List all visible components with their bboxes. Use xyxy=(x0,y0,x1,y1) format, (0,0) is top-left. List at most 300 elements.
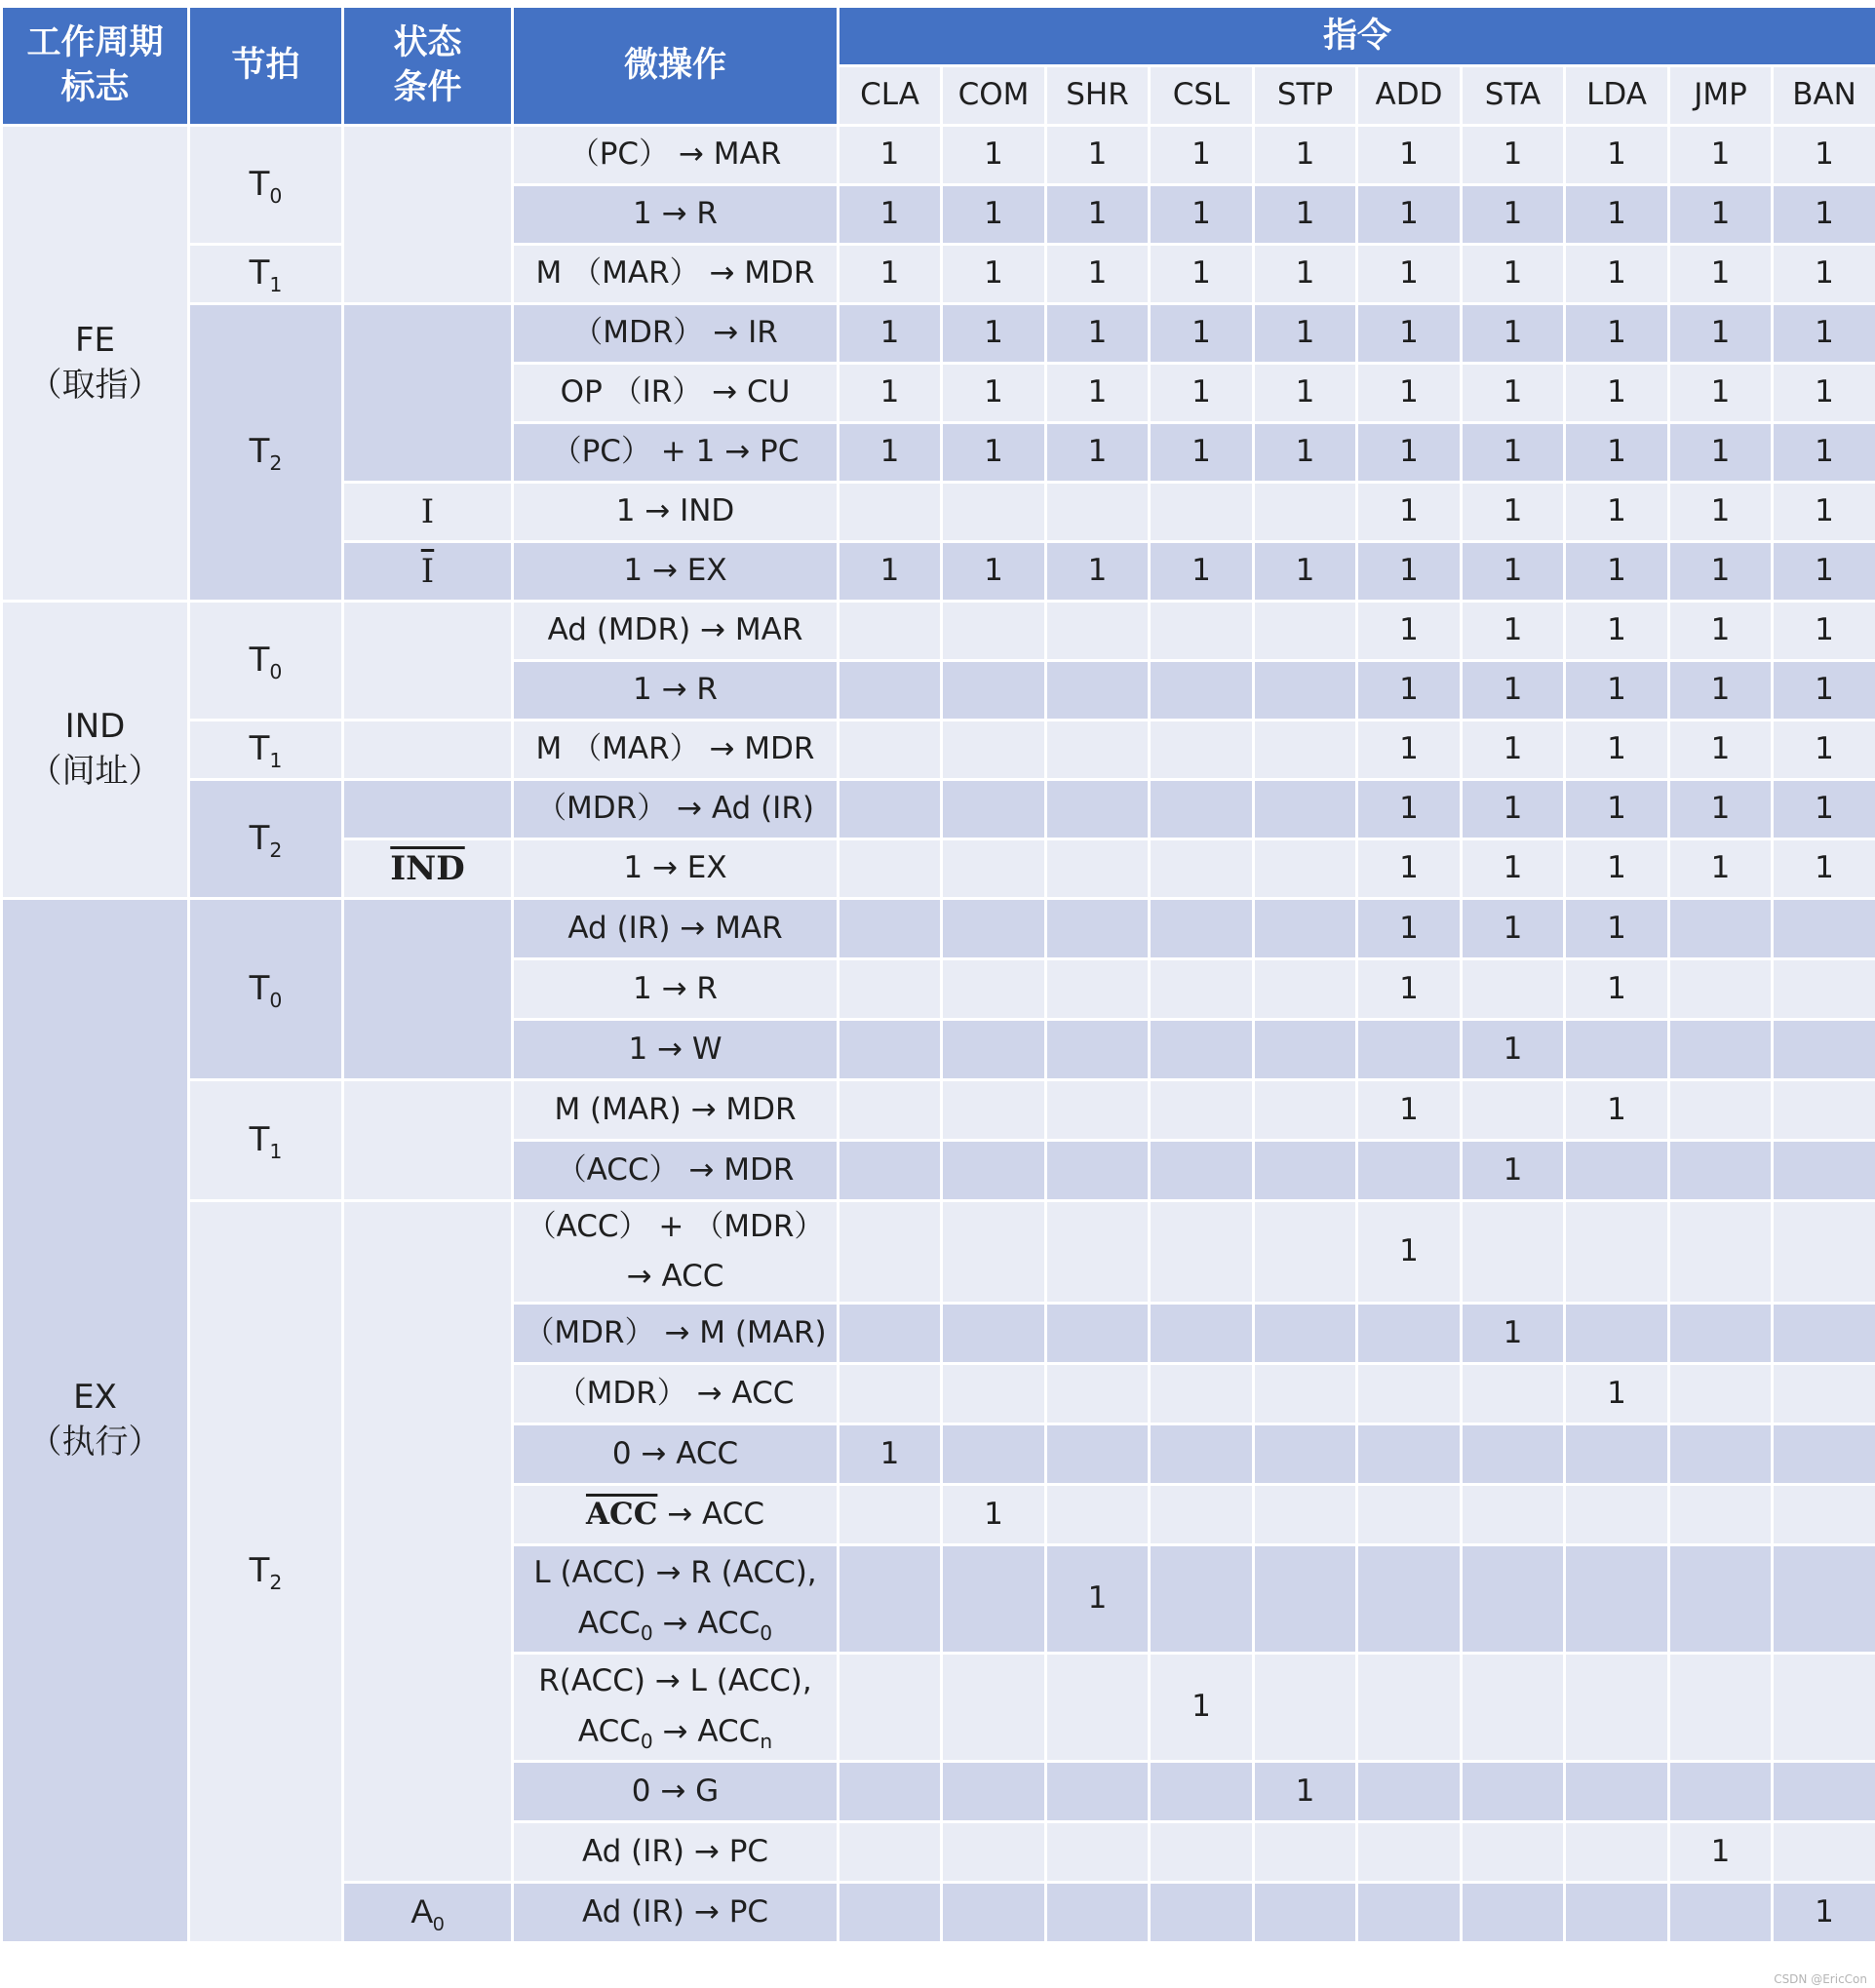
control-value-stp xyxy=(1255,840,1355,897)
control-value-sta xyxy=(1463,1365,1563,1423)
condition-cell: $\overline{IND}$ xyxy=(344,840,511,897)
control-value-com xyxy=(943,1763,1044,1820)
control-value-com xyxy=(943,1365,1044,1423)
control-value-shr xyxy=(1047,960,1148,1018)
control-value-sta xyxy=(1463,1081,1563,1139)
control-value-jmp xyxy=(1670,1763,1771,1820)
control-value-ban xyxy=(1774,1021,1875,1078)
condition-cell: I xyxy=(344,484,511,540)
control-value-com xyxy=(943,721,1044,778)
condition-cell: $A_0$ xyxy=(344,1884,511,1941)
beat-cell: $T_2$ xyxy=(190,781,341,897)
control-value-add: 1 xyxy=(1358,484,1460,540)
control-value-sta: 1 xyxy=(1463,721,1563,778)
control-value-jmp: 1 xyxy=(1670,781,1771,838)
control-value-cla xyxy=(840,1142,940,1199)
control-value-csl: 1 xyxy=(1151,305,1252,362)
control-value-csl xyxy=(1151,1202,1252,1302)
control-value-stp xyxy=(1255,1365,1355,1423)
control-value-shr xyxy=(1047,662,1148,719)
control-value-cla xyxy=(840,662,940,719)
control-value-com xyxy=(943,1823,1044,1881)
beat-cell: $T_1$ xyxy=(190,721,341,778)
control-value-cla: 1 xyxy=(840,127,940,183)
control-value-stp xyxy=(1255,1655,1355,1760)
control-value-shr: 1 xyxy=(1047,1546,1148,1652)
control-value-add xyxy=(1358,1546,1460,1652)
control-value-lda: 1 xyxy=(1566,1365,1667,1423)
control-value-lda: 1 xyxy=(1566,305,1667,362)
control-value-stp: 1 xyxy=(1255,305,1355,362)
beat-cell: $T_0$ xyxy=(190,127,341,243)
control-value-stp: 1 xyxy=(1255,186,1355,243)
control-value-sta: 1 xyxy=(1463,840,1563,897)
control-value-stp xyxy=(1255,900,1355,957)
control-value-com xyxy=(943,662,1044,719)
control-value-stp xyxy=(1255,960,1355,1018)
control-value-csl xyxy=(1151,840,1252,897)
control-value-ban xyxy=(1774,1823,1875,1881)
control-value-com xyxy=(943,1202,1044,1302)
control-value-cla xyxy=(840,1202,940,1302)
beat-cell: $T_2$ xyxy=(190,1202,341,1941)
control-value-cla xyxy=(840,900,940,957)
cycle-flag-cell: FE （取指） xyxy=(3,127,187,600)
beat-cell: $T_0$ xyxy=(190,603,341,719)
table-row xyxy=(3,1081,1875,1139)
control-value-cla xyxy=(840,1655,940,1760)
control-value-cla xyxy=(840,1486,940,1543)
control-value-sta: 1 xyxy=(1463,246,1563,302)
table-row xyxy=(3,721,1875,778)
control-value-jmp: 1 xyxy=(1670,543,1771,600)
control-value-csl: 1 xyxy=(1151,127,1252,183)
control-value-ban: 1 xyxy=(1774,484,1875,540)
microoperation-cell: M （MAR） → MDR xyxy=(514,721,837,778)
control-value-ban: 1 xyxy=(1774,424,1875,481)
control-value-stp xyxy=(1255,1823,1355,1881)
microoperation-cell: M (MAR) → MDR xyxy=(514,1081,837,1139)
control-value-shr: 1 xyxy=(1047,186,1148,243)
control-value-ban xyxy=(1774,1142,1875,1199)
control-value-shr xyxy=(1047,900,1148,957)
control-value-ban: 1 xyxy=(1774,781,1875,838)
control-value-sta xyxy=(1463,1884,1563,1941)
control-value-add: 1 xyxy=(1358,781,1460,838)
table-body xyxy=(3,127,1875,1941)
control-value-sta: 1 xyxy=(1463,484,1563,540)
instr-lda: LDA xyxy=(1566,67,1667,124)
instr-stp: STP xyxy=(1255,67,1355,124)
control-value-cla xyxy=(840,1305,940,1362)
control-value-sta: 1 xyxy=(1463,1142,1563,1199)
control-value-cla xyxy=(840,1365,940,1423)
control-value-sta xyxy=(1463,1655,1563,1760)
control-value-shr: 1 xyxy=(1047,365,1148,421)
control-value-sta: 1 xyxy=(1463,127,1563,183)
control-value-csl: 1 xyxy=(1151,1655,1252,1760)
microoperation-cell: OP （IR） → CU xyxy=(514,365,837,421)
control-value-jmp: 1 xyxy=(1670,246,1771,302)
control-value-com xyxy=(943,484,1044,540)
control-value-stp xyxy=(1255,484,1355,540)
control-value-lda xyxy=(1566,1884,1667,1941)
control-value-lda: 1 xyxy=(1566,603,1667,659)
beat-cell: $T_1$ xyxy=(190,246,341,302)
control-value-csl xyxy=(1151,1486,1252,1543)
control-value-cla: 1 xyxy=(840,186,940,243)
control-value-stp: 1 xyxy=(1255,1763,1355,1820)
header-cycle: 工作周期标志 xyxy=(3,8,187,124)
control-value-lda xyxy=(1566,1763,1667,1820)
control-value-stp: 1 xyxy=(1255,365,1355,421)
header-condition: 状态条件 xyxy=(344,8,511,124)
watermark: CSDN @EricCon xyxy=(1774,1972,1867,1986)
microoperation-cell: （ACC） → MDR xyxy=(514,1142,837,1199)
control-value-add: 1 xyxy=(1358,900,1460,957)
condition-cell xyxy=(344,1081,511,1199)
control-value-cla xyxy=(840,1763,940,1820)
control-value-com xyxy=(943,1142,1044,1199)
control-value-sta xyxy=(1463,1202,1563,1302)
control-value-lda xyxy=(1566,1202,1667,1302)
control-value-add: 1 xyxy=(1358,543,1460,600)
control-value-cla xyxy=(840,840,940,897)
control-value-cla: 1 xyxy=(840,424,940,481)
control-value-cla xyxy=(840,1081,940,1139)
microoperation-cell: 1 → R xyxy=(514,662,837,719)
cycle-flag-cell: IND （间址） xyxy=(3,603,187,897)
control-value-cla xyxy=(840,1021,940,1078)
microoperation-cell: 1 → R xyxy=(514,960,837,1018)
instr-com: COM xyxy=(943,67,1044,124)
control-value-com xyxy=(943,1305,1044,1362)
control-value-com: 1 xyxy=(943,305,1044,362)
control-value-stp xyxy=(1255,1486,1355,1543)
control-value-csl xyxy=(1151,900,1252,957)
control-value-lda: 1 xyxy=(1566,721,1667,778)
control-value-csl: 1 xyxy=(1151,424,1252,481)
control-value-shr xyxy=(1047,1884,1148,1941)
table-row xyxy=(3,127,1875,183)
table-row xyxy=(3,1202,1875,1302)
control-value-lda xyxy=(1566,1142,1667,1199)
microoperation-cell: 1 → R xyxy=(514,186,837,243)
control-value-jmp xyxy=(1670,1425,1771,1483)
control-value-ban: 1 xyxy=(1774,365,1875,421)
control-value-cla: 1 xyxy=(840,1425,940,1483)
control-value-csl xyxy=(1151,1763,1252,1820)
microoperation-cell: （MDR） → M (MAR) xyxy=(514,1305,837,1362)
control-value-jmp: 1 xyxy=(1670,127,1771,183)
control-value-sta xyxy=(1463,1486,1563,1543)
control-value-ban: 1 xyxy=(1774,662,1875,719)
control-value-shr xyxy=(1047,1425,1148,1483)
control-value-add: 1 xyxy=(1358,305,1460,362)
control-value-shr xyxy=(1047,781,1148,838)
control-value-add xyxy=(1358,1486,1460,1543)
control-value-cla xyxy=(840,1884,940,1941)
condition-cell xyxy=(344,781,511,838)
control-value-shr: 1 xyxy=(1047,127,1148,183)
control-value-csl xyxy=(1151,484,1252,540)
control-value-shr xyxy=(1047,1021,1148,1078)
control-value-lda: 1 xyxy=(1566,900,1667,957)
control-value-add: 1 xyxy=(1358,186,1460,243)
beat-cell: $T_2$ xyxy=(190,305,341,600)
control-value-jmp xyxy=(1670,1202,1771,1302)
control-value-ban: 1 xyxy=(1774,127,1875,183)
control-value-ban xyxy=(1774,1202,1875,1302)
control-value-lda xyxy=(1566,1546,1667,1652)
control-value-shr: 1 xyxy=(1047,543,1148,600)
control-value-jmp: 1 xyxy=(1670,305,1771,362)
microoperation-cell: （MDR） → IR xyxy=(514,305,837,362)
control-value-com xyxy=(943,840,1044,897)
control-value-sta xyxy=(1463,1763,1563,1820)
control-value-stp: 1 xyxy=(1255,127,1355,183)
table-row xyxy=(3,603,1875,659)
control-value-sta: 1 xyxy=(1463,603,1563,659)
control-value-stp xyxy=(1255,1546,1355,1652)
control-value-ban xyxy=(1774,1081,1875,1139)
control-value-csl xyxy=(1151,1021,1252,1078)
control-value-sta: 1 xyxy=(1463,186,1563,243)
instr-jmp: JMP xyxy=(1670,67,1771,124)
microoperation-cell: Ad (IR) → PC xyxy=(514,1823,837,1881)
control-value-ban xyxy=(1774,960,1875,1018)
control-value-add: 1 xyxy=(1358,1202,1460,1302)
control-value-com xyxy=(943,1655,1044,1760)
microoperation-cell: $\overline{ACC}$ → ACC xyxy=(514,1486,837,1543)
control-value-ban xyxy=(1774,1425,1875,1483)
control-value-shr xyxy=(1047,1202,1148,1302)
control-value-com xyxy=(943,1081,1044,1139)
control-value-com: 1 xyxy=(943,365,1044,421)
control-value-sta: 1 xyxy=(1463,662,1563,719)
control-value-jmp: 1 xyxy=(1670,603,1771,659)
instr-csl: CSL xyxy=(1151,67,1252,124)
control-value-stp xyxy=(1255,1142,1355,1199)
control-value-stp xyxy=(1255,662,1355,719)
control-value-jmp: 1 xyxy=(1670,1823,1771,1881)
control-value-lda: 1 xyxy=(1566,662,1667,719)
control-value-com xyxy=(943,1425,1044,1483)
control-value-stp: 1 xyxy=(1255,246,1355,302)
table-row xyxy=(3,305,1875,362)
control-value-lda: 1 xyxy=(1566,186,1667,243)
control-value-cla xyxy=(840,1546,940,1652)
control-value-shr xyxy=(1047,721,1148,778)
control-value-lda xyxy=(1566,1655,1667,1760)
control-value-jmp xyxy=(1670,1546,1771,1652)
control-value-cla xyxy=(840,781,940,838)
control-value-sta: 1 xyxy=(1463,781,1563,838)
control-value-cla xyxy=(840,960,940,1018)
control-value-lda: 1 xyxy=(1566,960,1667,1018)
microoperation-cell: 0 → G xyxy=(514,1763,837,1820)
control-value-cla xyxy=(840,603,940,659)
control-value-csl xyxy=(1151,1142,1252,1199)
control-value-sta: 1 xyxy=(1463,543,1563,600)
control-value-sta: 1 xyxy=(1463,900,1563,957)
control-value-stp xyxy=(1255,1425,1355,1483)
control-value-lda: 1 xyxy=(1566,127,1667,183)
control-value-lda xyxy=(1566,1305,1667,1362)
control-value-sta: 1 xyxy=(1463,365,1563,421)
control-value-ban xyxy=(1774,900,1875,957)
control-value-com xyxy=(943,603,1044,659)
control-value-cla xyxy=(840,1823,940,1881)
control-value-shr xyxy=(1047,840,1148,897)
control-value-shr xyxy=(1047,1823,1148,1881)
control-value-ban xyxy=(1774,1365,1875,1423)
microoperation-table xyxy=(0,5,1875,1944)
beat-cell: $T_0$ xyxy=(190,900,341,1078)
control-value-stp xyxy=(1255,1305,1355,1362)
control-value-com: 1 xyxy=(943,424,1044,481)
beat-cell: $T_1$ xyxy=(190,1081,341,1199)
control-value-add: 1 xyxy=(1358,603,1460,659)
control-value-lda: 1 xyxy=(1566,543,1667,600)
control-value-cla: 1 xyxy=(840,543,940,600)
control-value-com: 1 xyxy=(943,186,1044,243)
control-value-shr xyxy=(1047,484,1148,540)
control-value-cla: 1 xyxy=(840,365,940,421)
control-value-add: 1 xyxy=(1358,662,1460,719)
control-value-ban xyxy=(1774,1305,1875,1362)
control-value-com xyxy=(943,1546,1044,1652)
microoperation-cell: 1 → IND xyxy=(514,484,837,540)
control-value-csl: 1 xyxy=(1151,365,1252,421)
control-value-csl xyxy=(1151,1425,1252,1483)
control-value-add: 1 xyxy=(1358,960,1460,1018)
control-value-stp xyxy=(1255,781,1355,838)
control-value-shr: 1 xyxy=(1047,246,1148,302)
condition-cell xyxy=(344,305,511,481)
microoperation-cell: （MDR） → ACC xyxy=(514,1365,837,1423)
microoperation-cell: 1 → EX xyxy=(514,543,837,600)
control-value-add xyxy=(1358,1365,1460,1423)
control-value-stp xyxy=(1255,1021,1355,1078)
header-row xyxy=(3,8,1875,64)
control-value-lda: 1 xyxy=(1566,424,1667,481)
control-value-ban xyxy=(1774,1546,1875,1652)
control-value-csl xyxy=(1151,960,1252,1018)
control-value-add: 1 xyxy=(1358,246,1460,302)
control-value-add: 1 xyxy=(1358,840,1460,897)
control-value-cla xyxy=(840,721,940,778)
control-value-com xyxy=(943,900,1044,957)
control-value-ban xyxy=(1774,1763,1875,1820)
control-value-jmp: 1 xyxy=(1670,186,1771,243)
control-value-shr xyxy=(1047,1486,1148,1543)
control-value-add xyxy=(1358,1763,1460,1820)
control-value-csl xyxy=(1151,603,1252,659)
microoperation-cell: 1 → EX xyxy=(514,840,837,897)
instr-cla: CLA xyxy=(840,67,940,124)
control-value-add: 1 xyxy=(1358,424,1460,481)
table-row xyxy=(3,900,1875,957)
microoperation-cell: L (ACC) → R (ACC), $ACC_0 \to ACC_0$ xyxy=(514,1546,837,1652)
microoperation-cell: （MDR） → Ad (IR) xyxy=(514,781,837,838)
control-value-ban xyxy=(1774,1486,1875,1543)
control-value-add: 1 xyxy=(1358,1081,1460,1139)
microoperation-cell: M （MAR） → MDR xyxy=(514,246,837,302)
condition-cell xyxy=(344,1202,511,1881)
control-value-ban: 1 xyxy=(1774,840,1875,897)
control-value-com: 1 xyxy=(943,127,1044,183)
control-value-jmp xyxy=(1670,1305,1771,1362)
control-value-stp xyxy=(1255,721,1355,778)
control-value-lda: 1 xyxy=(1566,484,1667,540)
control-value-jmp xyxy=(1670,960,1771,1018)
control-value-csl xyxy=(1151,1305,1252,1362)
table-row xyxy=(3,246,1875,302)
control-value-jmp: 1 xyxy=(1670,424,1771,481)
control-value-cla xyxy=(840,484,940,540)
control-value-com: 1 xyxy=(943,246,1044,302)
condition-cell xyxy=(344,721,511,778)
control-value-csl xyxy=(1151,662,1252,719)
cycle-flag-cell: EX （执行） xyxy=(3,900,187,1941)
control-value-stp xyxy=(1255,1884,1355,1941)
condition-cell xyxy=(344,127,511,302)
control-value-add: 1 xyxy=(1358,127,1460,183)
control-value-sta xyxy=(1463,1823,1563,1881)
control-value-jmp xyxy=(1670,1655,1771,1760)
control-value-lda xyxy=(1566,1486,1667,1543)
control-value-com xyxy=(943,781,1044,838)
control-value-csl: 1 xyxy=(1151,246,1252,302)
control-value-jmp: 1 xyxy=(1670,662,1771,719)
control-value-add xyxy=(1358,1425,1460,1483)
control-value-sta xyxy=(1463,1546,1563,1652)
microoperation-cell: 0 → ACC xyxy=(514,1425,837,1483)
control-value-shr xyxy=(1047,1655,1148,1760)
microoperation-cell: （ACC） + （MDR） → ACC xyxy=(514,1202,837,1302)
control-value-stp: 1 xyxy=(1255,424,1355,481)
control-value-jmp xyxy=(1670,1486,1771,1543)
control-value-jmp: 1 xyxy=(1670,484,1771,540)
control-value-shr xyxy=(1047,1305,1148,1362)
control-value-lda: 1 xyxy=(1566,246,1667,302)
control-value-add xyxy=(1358,1021,1460,1078)
microoperation-cell: Ad (MDR) → MAR xyxy=(514,603,837,659)
control-value-csl xyxy=(1151,781,1252,838)
control-value-sta xyxy=(1463,1425,1563,1483)
control-value-lda xyxy=(1566,1823,1667,1881)
control-value-lda: 1 xyxy=(1566,365,1667,421)
condition-cell: $\overline{I}$ xyxy=(344,543,511,600)
control-value-stp xyxy=(1255,1202,1355,1302)
control-value-add: 1 xyxy=(1358,721,1460,778)
control-value-ban: 1 xyxy=(1774,543,1875,600)
control-value-csl xyxy=(1151,1365,1252,1423)
control-value-cla: 1 xyxy=(840,305,940,362)
control-value-stp xyxy=(1255,1081,1355,1139)
control-value-lda: 1 xyxy=(1566,840,1667,897)
microoperation-cell: 1 → W xyxy=(514,1021,837,1078)
control-value-jmp xyxy=(1670,1142,1771,1199)
control-value-com: 1 xyxy=(943,1486,1044,1543)
control-value-stp: 1 xyxy=(1255,543,1355,600)
control-value-csl xyxy=(1151,1823,1252,1881)
control-value-ban: 1 xyxy=(1774,1884,1875,1941)
control-value-add: 1 xyxy=(1358,365,1460,421)
control-value-shr: 1 xyxy=(1047,305,1148,362)
control-value-com xyxy=(943,1021,1044,1078)
